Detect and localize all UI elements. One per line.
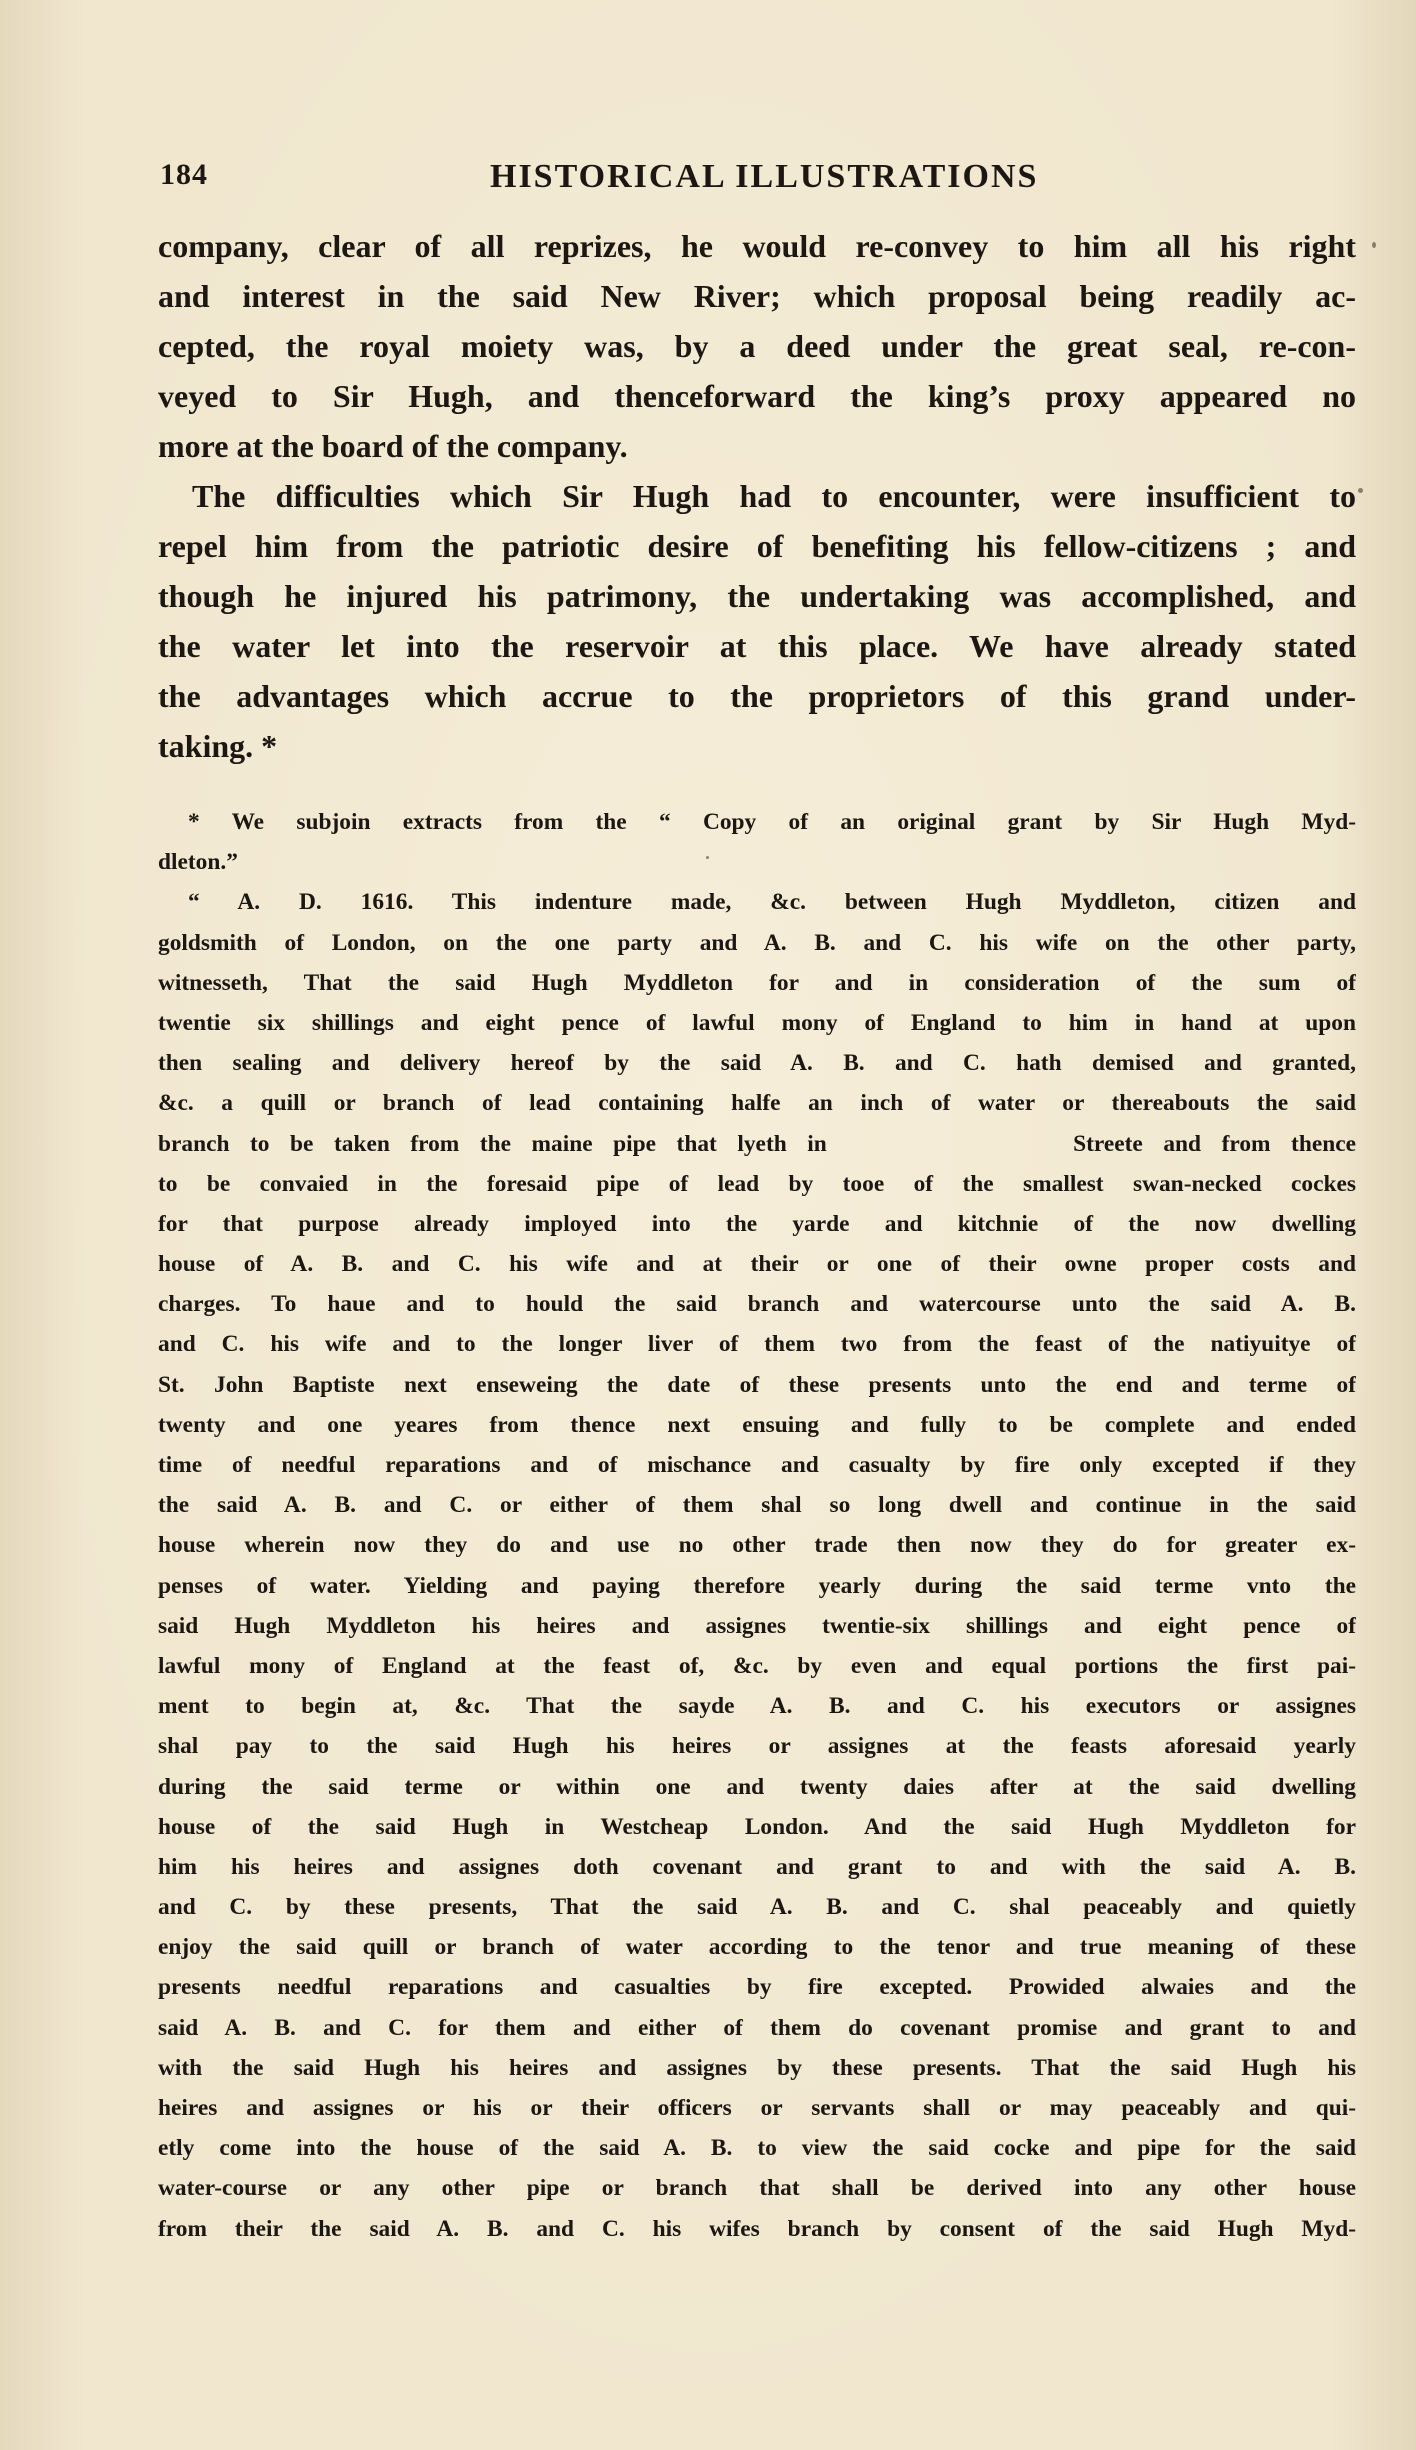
footnote-line: the said A. B. and C. or either of them shal so long dwell and continue in the said xyxy=(158,1492,1356,1519)
footnote-line: said A. B. and C. for them and either of them do covenant promise and grant to and xyxy=(158,2014,1356,2041)
footnote-line: water-course or any other pipe or branch that shall be derived into any other house xyxy=(158,2175,1356,2202)
footnote-line: “ A. D. 1616. This indenture made, &c. between Hugh Myddleton, citizen and xyxy=(188,889,1356,916)
body-line: taking. * xyxy=(158,728,278,764)
footnote-line: and C. by these presents, That the said A. B. and C. shal peaceably and quietly xyxy=(158,1894,1356,1921)
body-line: repel him from the patriotic desire of benefiting his fellow-citizens ; and xyxy=(158,528,1356,564)
footnote-line: goldsmith of London, on the one party and A. B. and C. his wife on the other party, xyxy=(158,929,1356,956)
footnote-line: house of A. B. and C. his wife and at their or one of their owne proper costs and xyxy=(158,1251,1356,1278)
footnote-line: presents needful reparations and casualties by fire excepted. Prowided alwaies and the xyxy=(158,1974,1356,2001)
footnote-line: house of the said Hugh in Westcheap London. And the said Hugh Myddleton for xyxy=(158,1813,1356,1840)
footnote-line: said Hugh Myddleton his heires and assignes twentie-six shillings and eight pence of xyxy=(158,1612,1356,1639)
body-line: and interest in the said New River; which proposal being readily ac- xyxy=(158,278,1356,314)
body-line: company, clear of all reprizes, he would re-convey to him all his right xyxy=(158,228,1356,264)
footnote-line: charges. To haue and to hould the said branch and watercourse unto the said A. B. xyxy=(158,1291,1356,1318)
footnote-line: time of needful reparations and of mischance and casualty by fire only excepted if they xyxy=(158,1452,1356,1478)
footnote-line: house wherein now they do and use no other trade then now they do for greater ex- xyxy=(158,1532,1356,1559)
footnote-line: * We subjoin extracts from the “ Copy of an original grant by Sir Hugh Myd- xyxy=(188,809,1356,835)
footnote-line: witnesseth, That the said Hugh Myddleton for and in consideration of the sum of xyxy=(158,969,1356,996)
footnote-line: and C. his wife and to the longer liver of them two from the feast of the natiyuitye of xyxy=(158,1331,1356,1358)
footnote-block xyxy=(158,802,1356,2249)
footnote-line: for that purpose already imployed into the yarde and kitchnie of the now dwelling xyxy=(158,1210,1356,1237)
ink-speck xyxy=(706,856,709,859)
footnote-line: penses of water. Yielding and paying therefore yearly during the said terme vnto the xyxy=(158,1572,1356,1599)
footnote-line: St. John Baptiste next enseweing the date of these presents unto the end and terme of xyxy=(158,1371,1356,1398)
footnote-line: &c. a quill or branch of lead containing halfe an inch of water or thereabouts the said xyxy=(158,1090,1356,1117)
footnote-line: twenty and one yeares from thence next ensuing and fully to be complete and ended xyxy=(158,1411,1356,1438)
footnote-line: etly come into the house of the said A. B. to view the said cocke and pipe for the said xyxy=(158,2135,1356,2162)
body-line: the advantages which accrue to the proprietors of this grand under- xyxy=(158,678,1356,714)
body-line: more at the board of the company. xyxy=(158,428,628,464)
footnote-line: shal pay to the said Hugh his heires or assignes at the feasts aforesaid yearly xyxy=(158,1733,1356,1760)
footnote-line: to be convaied in the foresaid pipe of lead by tooe of the smallest swan-necked cockes xyxy=(158,1170,1356,1197)
footnote-line: enjoy the said quill or branch of water according to the tenor and true meaning of these xyxy=(158,1934,1356,1961)
body-line: The difficulties which Sir Hugh had to encounter, were insufficient to xyxy=(192,478,1356,514)
ink-speck xyxy=(1358,488,1363,493)
page-header xyxy=(160,158,1360,198)
main-text xyxy=(158,221,1356,771)
footnote-line: during the said terme or within one and twenty daies after at the said dwelling xyxy=(158,1773,1356,1800)
footnote-line: lawful mony of England at the feast of, &c. by even and equal portions the first pai- xyxy=(158,1652,1356,1679)
footnote-line: then sealing and delivery hereof by the said A. B. and C. hath demised and granted, xyxy=(158,1050,1356,1077)
body-line: though he injured his patrimony, the undertaking was accomplished, and xyxy=(158,578,1356,614)
footnote-line: branch to be taken from the maine pipe that lyeth in Streete and from thence xyxy=(158,1130,1356,1157)
footnote-line: ment to begin at, &c. That the sayde A. B. and C. his executors or assignes xyxy=(158,1693,1356,1720)
footnote-line: from their the said A. B. and C. his wifes branch by consent of the said Hugh Myd- xyxy=(158,2215,1356,2242)
footnote-line: twentie six shillings and eight pence of lawful mony of England to him in hand at upon xyxy=(158,1009,1356,1036)
footnote-line: him his heires and assignes doth covenant and grant to and with the said A. B. xyxy=(158,1853,1356,1880)
footnote-line: with the said Hugh his heires and assignes by these presents. That the said Hugh his xyxy=(158,2054,1356,2081)
running-title: HISTORICAL ILLUSTRATIONS xyxy=(490,158,1039,195)
ink-speck xyxy=(1372,242,1376,248)
page-number: 184 xyxy=(160,158,208,191)
body-line: veyed to Sir Hugh, and thenceforward the king’s proxy appeared no xyxy=(158,378,1356,414)
footnote-line: dleton.” xyxy=(158,849,238,876)
footnote-line: heires and assignes or his or their officers or servants shall or may peaceably and qui- xyxy=(158,2095,1356,2121)
body-line: the water let into the reservoir at this place. We have already stated xyxy=(158,628,1356,664)
body-line: cepted, the royal moiety was, by a deed under the great seal, re-con- xyxy=(158,328,1356,364)
